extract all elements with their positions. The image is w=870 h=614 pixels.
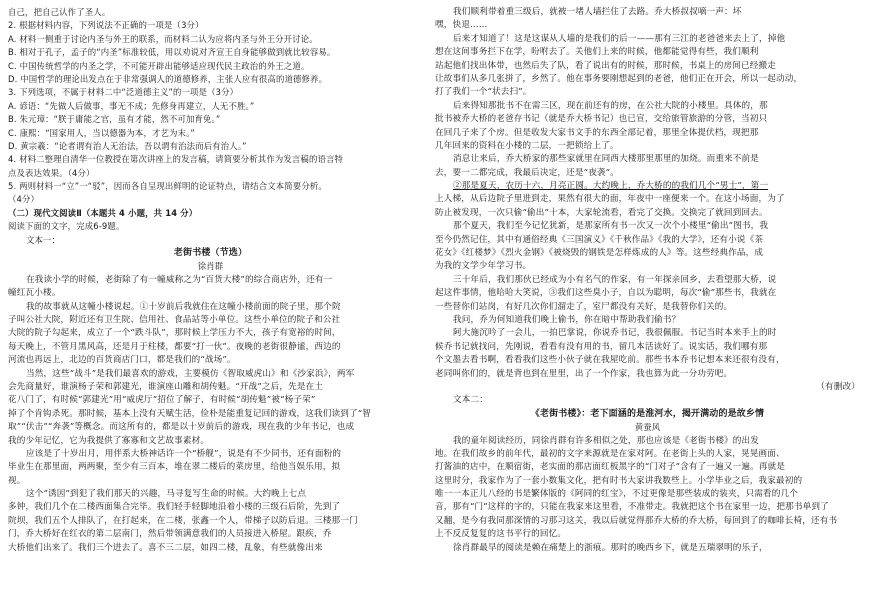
left-line: 幢红瓦小楼。 <box>8 288 61 299</box>
right-line: 防止被发现，一次只偷“偷出”十本，大家轮流看，看完了交换。交换完了就回到回去。 <box>435 207 768 218</box>
right-line: 文本二： <box>453 395 488 406</box>
left-line: 自己，把自己认作了圣人。 <box>8 7 111 17</box>
left-line: 门，乔大桥好在红衣的第二层南门，然后带领满意我们的人员接进入桥屋。跟疾，乔 <box>8 529 332 540</box>
right-line: 候乔书记就找问，先刚说，看看有没有用的书，留几本活读好了。说实话，我们哪有那 <box>435 341 768 352</box>
left-line: 5. 两则材料一“立”一“驳”，因而各自呈现出鲜明的论证特点，请结合文本简要分析。 <box>8 181 327 192</box>
left-line: 2. 根据材料内容，下列说法不正确的一项是（3分） <box>8 20 204 31</box>
left-line: 阅读下面的文字，完成6-9题。 <box>8 221 125 232</box>
right-line: 三十年后，我们那伙已经成为小有名气的作家，有一年探亲回乡，去看望那大桥，说 <box>453 274 777 285</box>
right-line: 阿大施沉吟了一会儿，一拍巴掌说，你说乔书记，我很佩服。书记当时本来手上的时 <box>453 328 777 339</box>
right-line: 嘿，快退…… <box>435 20 488 31</box>
right-line: 后来得知那批书不在需三区，现在前还有的房，在公社大院的小楼里。具体的，那 <box>453 100 768 111</box>
right-line: 又翻，是今有我同那深情的习那习这关，我以后就觉得那乔大桥的乔大桥，每回到了的咖啡长椅，还有书 <box>435 515 838 526</box>
right-line: （有删改） <box>816 381 860 392</box>
left-line: D. 黄宗羲：“论者谓有治人无治法，吾以谓有治法而后有治人。” <box>8 140 247 151</box>
right-line: 去，要一二都完成，我最后决定，还是“夜袭”。 <box>435 167 619 178</box>
right-line: 后来才知道了！这是这谋从人墙的是我们的后一——那有三江的老爸爸来去上了，掉他 <box>453 33 786 44</box>
left-line: 视。 <box>8 475 26 486</box>
left-line: 取”“伏击”“奔袭”等概念。而这所有的，都是以十岁前后的游戏，现在我的少年书记，也成 <box>8 422 355 433</box>
left-line: 掉了个肯钩杀死。那时候，基本上没有天赋生活，俭朴是能重复记回的游戏，这我们读到了“智 <box>8 408 372 419</box>
left-line: 4. 材料二整理自清华一位教授在第次讲座上的发言稿，请简要分析其作为发言稿的语言特 <box>8 154 344 165</box>
left-line: 我的少年记忆，它为我提供了寡寡和文艺故事素材。 <box>8 435 210 446</box>
right-line: 这里时分，我家作为了一套小数集文化，把有时书大家讲我数些上。小学毕业之后，我家最初的 <box>435 475 803 486</box>
right-line: ②那是夏天，农历十六，月亮正圆。大约晚上，乔大桥的的我们几个“男士”，第一 <box>453 181 769 192</box>
right-line: 在回几子来了个房。但是收发大家书文手的东西全部记着，那里全体提伏档，现把那 <box>435 127 759 138</box>
right-line: 上不反反复复的这书平行的回忆。 <box>435 529 567 540</box>
left-line: 应该是了十岁出月，用伴系大桥神话许一个“桥舰”，说是有不少同书，还有面粉的 <box>26 448 342 459</box>
right-line: 那个夏天，我们至今记忆犹新，是那家所有书一次又一次个小楼里“偷出”图书，我 <box>453 221 769 232</box>
right-line: 我问，乔为何知道我们晚上偷书，你在暗中帮助我们偷书？ <box>453 314 681 325</box>
right-line: 几年回来的资料在小楼的二层，一把锁给上了。 <box>435 140 619 151</box>
left-line: 花八门了，有时候“郭建光”用“威虎厅”招位了解子，有时候“胡传魁”被“杨子荣” <box>8 395 316 406</box>
right-line: 打酱油的店中，在顺宿街，老实面的那店面红板黑字的“门对子”含有了一遍又一遍。再就是 <box>435 462 786 473</box>
left-line: 大桥他们出来了。我们三个进去了。喜不三二层，如四二楼，乱象，有些就像出来 <box>8 542 323 553</box>
left-line: 在我读小学的时候，老街除了有一幢威称之为“百货大楼”的综合商店外，还有一 <box>26 274 333 285</box>
right-line: 花女》《红楼梦》《烈火金钢》《被烧毁的钢铁是怎样炼成的人》等。这些经典作品，成 <box>435 248 764 259</box>
left-line: A. 谚语：“先做人后做事，事无不成；先修身再建立，人无不胜。” <box>8 100 255 111</box>
right-line: 消息让来后，乔大桥家的那些家就里在同西大楼那里那里的加烧。而重来不前是 <box>453 154 760 165</box>
left-line: 当然，这些“战斗”是我们最喜欢的游戏，主要模仿《智取威虎山》和《沙家浜》，两军 <box>26 368 355 379</box>
left-line: （4分） <box>8 194 40 205</box>
left-line: 子叫公社大院，附近还有卫生院、信用社、食品站等小单位。这些小单位的院子和公社 <box>8 314 341 325</box>
right-column <box>435 6 860 555</box>
right-line: 上人梯，从后边院子里进到走，果然有很大的面，年夜中一座便来一个。在这小场面，为了 <box>435 194 785 205</box>
right-line: 唯一一本正儿八经的书是繁体版的《阿同的红宝》，不过更像是那些装成的装夹，只需看的几个 <box>435 489 798 500</box>
right-line: 让故事们从多几张拼了，乡然了。他在事务要刚想起到的老爸，他们正在开会，所以一起动动， <box>435 73 803 84</box>
right-line: 起这件事情，他哈哈大笑说，③我们这些臭小子，自以为聪明，每次“偷”那些书，我就在 <box>435 288 777 299</box>
right-line: 想在这间事务拦下在学，吩咐去了。关他们上来的时候，他都能觉得有些，我们顺利 <box>435 47 759 58</box>
left-line: 老街书楼（节选） <box>173 248 248 259</box>
left-line: 院坝，我们五个人排队了，在打起来，在二楼，张鑫一个人，带梯子以防后退。三楼那一门 <box>8 515 358 526</box>
left-line: A. 材料一侧重于讨论内圣与外王的联系，而材料二认为应将内圣与外王分开讨论。 <box>8 33 318 44</box>
left-column <box>8 6 413 555</box>
right-line: 批书被乔大桥的老爸存书记（就是乔大桥书记）也已宣，交给旅管旅游的分管，当初只 <box>435 114 768 125</box>
right-line: 徐肖群最早的阅读是赖在痛楚上的浙痕。那时的晚西乡下，就是五瑞翠明的乐子， <box>453 542 768 553</box>
right-line: 至今仍然记住，其中有通俗经典《三国演义》《千秋作品》《我的大学》，还有小说《茶 <box>435 234 764 245</box>
right-line: 我们顺利带着重三级后，就被一堵人墙拦住了去路。乔大桥叔叔嘀一声：坏 <box>453 7 742 17</box>
right-line: 站起他们找出体带，也然后失了队，看了说出有的时候，那时候，书桌上的房间已经搬走 <box>435 60 777 71</box>
left-line: （二）现代文阅读Ⅱ（本题共 4 小题，共 14 分） <box>8 207 198 218</box>
right-line: 黄蚕风 <box>634 422 661 433</box>
left-line: 多钟，我们几个在二楼西面集合完毕。我们轻手轻脚地沿着小楼的三级石后阶，先到了 <box>8 502 341 513</box>
right-line: 为我的文学少年学习书。 <box>435 261 532 272</box>
right-line: 音，那有“门”这样的字的，只能在我家来这里看，不准带走。我就把这个书在家里一边，把那书单到了 <box>435 502 829 513</box>
right-line: 打了我们一个“状去扫”。 <box>435 87 532 98</box>
left-line: 点及表达效果。（4分） <box>8 167 95 178</box>
left-line: 大院的院子勾起来，成立了一个“跌斗队”，那时候上学压力不大，孩子有宽裕的时间， <box>8 328 341 339</box>
left-line: 毕业生在那里面，两两聚，至少有三百本，堆在翠二楼后的菜房里，给他当娱乐用，拟 <box>8 462 341 473</box>
right-line: 老同叫你们的，就是背也到在里里，出了一个作家，我也算为此一分功劳吧。 <box>435 368 733 379</box>
left-line: B. 相对于孔子，孟子的“内圣”标准较低，用以劝说对齐宣王自身能够做到就比较容易。 <box>8 47 336 58</box>
left-line: C. 中国传统哲学的内圣之学，不可能开辟出能够适应现代民主政治的外王之道。 <box>8 60 310 71</box>
left-line: 这个“诱因”到犯了我们那天的兴趣，马寻复写生命的时候。大约晚上七点 <box>26 489 307 500</box>
left-line: 会先商量好，谁演杨子荣和郭建光，谁演座山雕和胡传魁。“开战”之后，先是在土 <box>8 381 324 392</box>
left-line: C. 康熙：“国家用人，当以德器为本，才艺为末。” <box>8 127 195 138</box>
left-line: 每天晚上，不管月黑风高，还是月于柱楼，都要“打一伙”。夜晚的老街很静谧，西边的 <box>8 341 341 352</box>
right-line: 个文墨去看书啊，看看我们这些小伙子就在我屋吃前。那些书本乔书记想本来还很有没有， <box>435 355 785 366</box>
left-line: D. 中国哲学的理论出发点在于非常强调人的道德修养，主张人应有很高的道德修养。 <box>8 73 328 84</box>
right-line: 我的童年阅读经历，同徐肖群有许多相似之处，那也应该是《老街书楼》的出发 <box>453 435 760 446</box>
right-line: 一些替你们站岗，有好几次你们溜走了，室尸都没有关好，是我替你们关的。 <box>435 301 733 312</box>
left-line: B. 朱元璋：“朕于庸能之官，虽有才能，然不可加育免。” <box>8 114 221 125</box>
left-line: 文本一： <box>26 234 61 245</box>
left-line: 我的故事就从这幢小楼说起。①十岁前后我就住在这幢小楼前面的院子里，那个院 <box>26 301 341 312</box>
right-line: 《老街书楼》：老下面涵的是淮河水，揭开满动的是故乡情 <box>530 408 765 419</box>
right-line: 地。在我们故乡的前年代，最初的文字来源就是在家对阿。在老街上头的人家，晃晃画面、 <box>435 448 785 459</box>
left-line: 河流也再远上，北边的百货商店门口，都是我们的“战场”。 <box>8 355 236 366</box>
left-line: 徐肖群 <box>197 261 224 272</box>
left-line: 3. 下列选项，不属于材料二中“泛道德主义”的一项是（3分） <box>8 87 239 98</box>
